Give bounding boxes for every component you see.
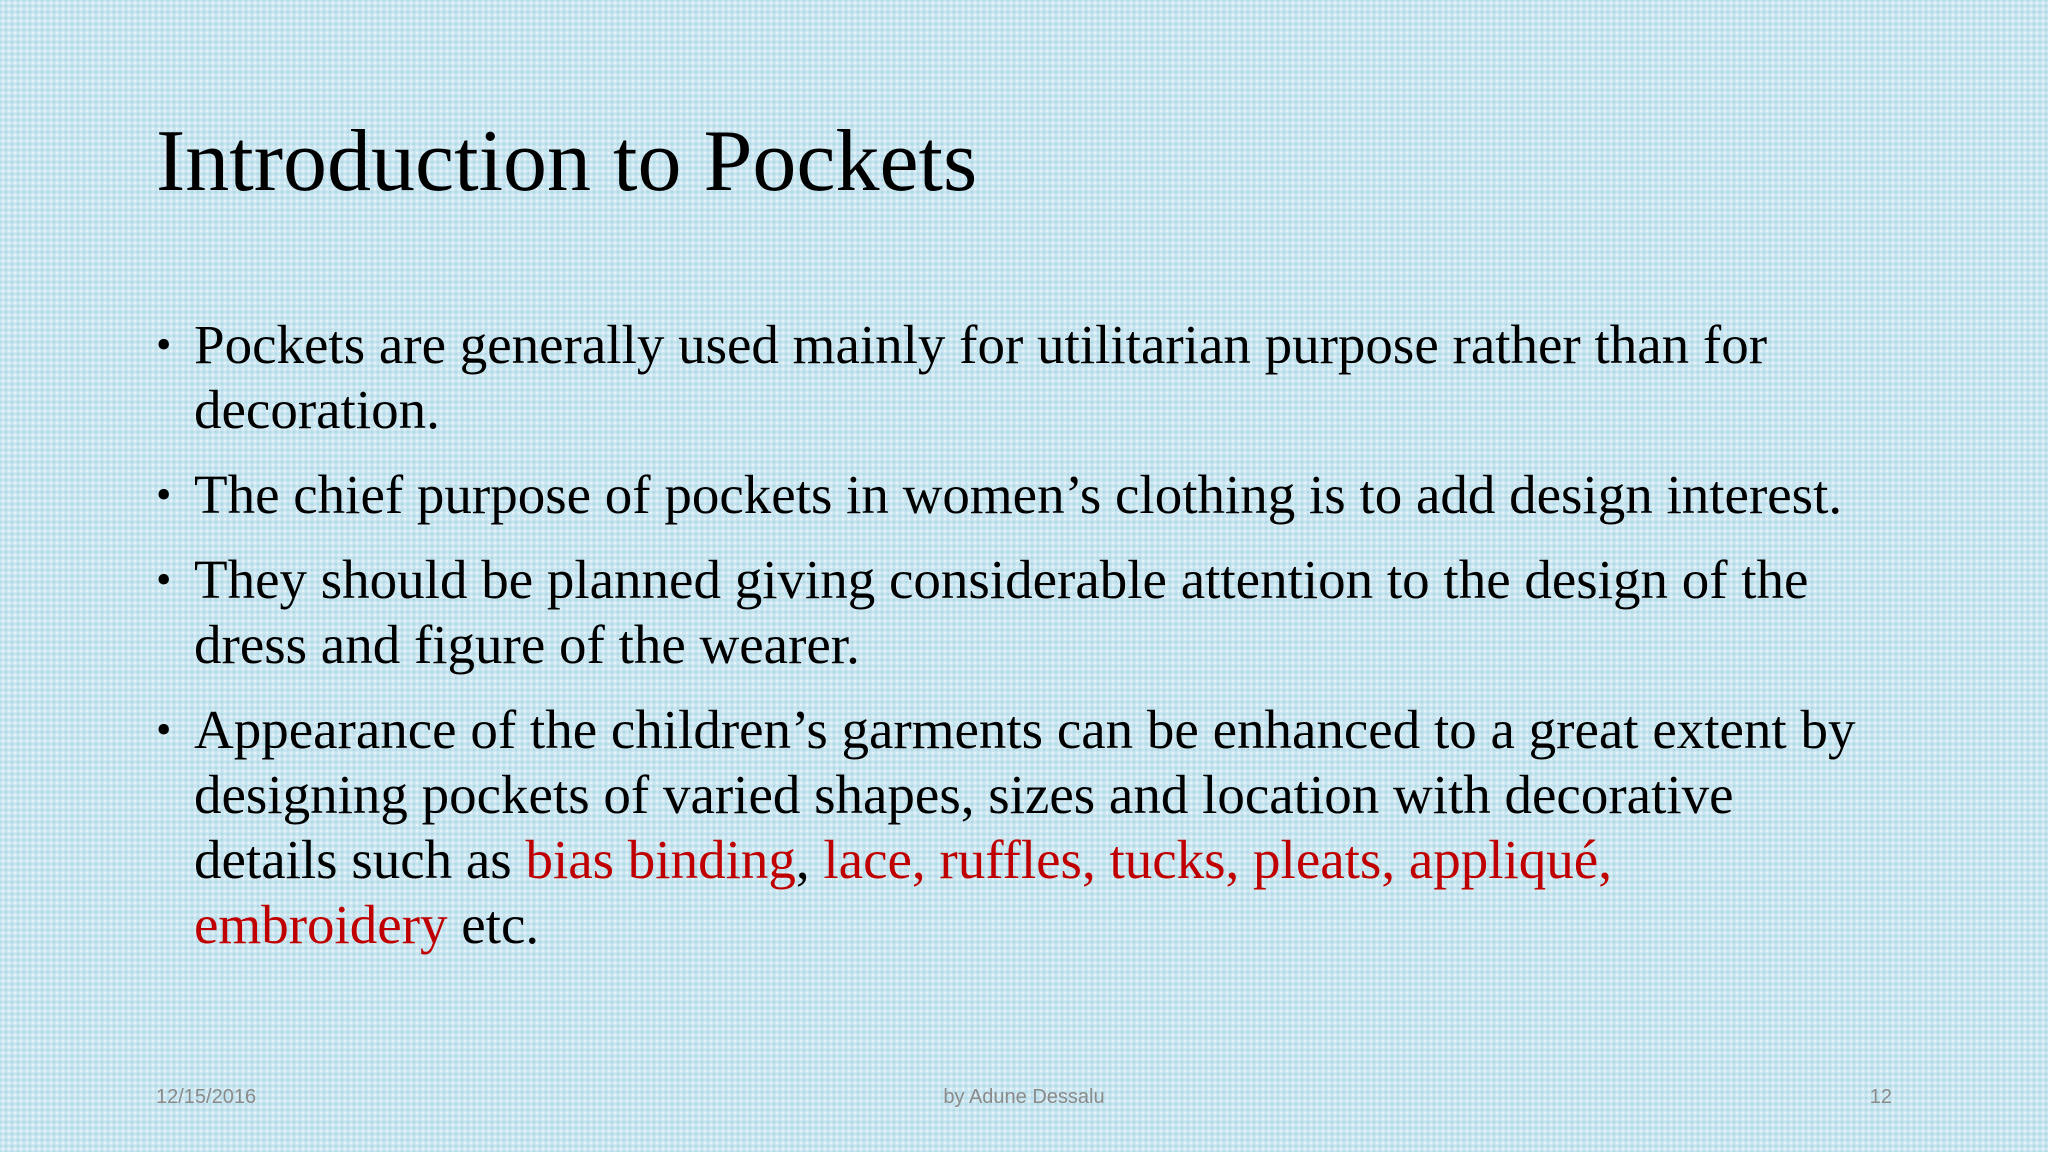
bullet-marker: • [156,555,172,604]
bullet-text-part: Appearance of the children’s garments can be enhanced to a great extent by designing pockets of varied shapes, sizes and location with decorative details such as [194,699,1856,890]
bullet-marker: • [156,470,172,519]
highlight-term: lace, ruffles, tucks, pleats, appliqué, embroidery [194,829,1612,955]
bullet-marker: • [156,705,172,754]
bullet-list [156,312,1876,977]
highlight-term: bias binding [525,829,796,890]
bullet-text: The chief purpose of pockets in women’s clothing is to add design interest. [194,464,1843,525]
footer-page-number: 12 [1869,1086,1892,1108]
bullet-text-part: etc. [447,894,540,955]
bullet-marker: • [156,320,172,369]
bullet-item [156,312,1876,442]
slide-title: Introduction to Pockets [156,113,978,210]
bullet-item [156,697,1876,957]
bullet-item [156,462,1876,527]
bullet-text [194,699,1855,955]
bullet-text-part: , [795,829,824,890]
bullet-item [156,547,1876,677]
bullet-text: They should be planned giving considerable attention to the design of the dress and figure of the wearer. [194,549,1809,675]
footer-author: by Adune Dessalu [943,1086,1105,1108]
footer-date: 12/15/2016 [156,1086,257,1108]
bullet-text: Pockets are generally used mainly for utilitarian purpose rather than for decoration. [194,314,1768,440]
